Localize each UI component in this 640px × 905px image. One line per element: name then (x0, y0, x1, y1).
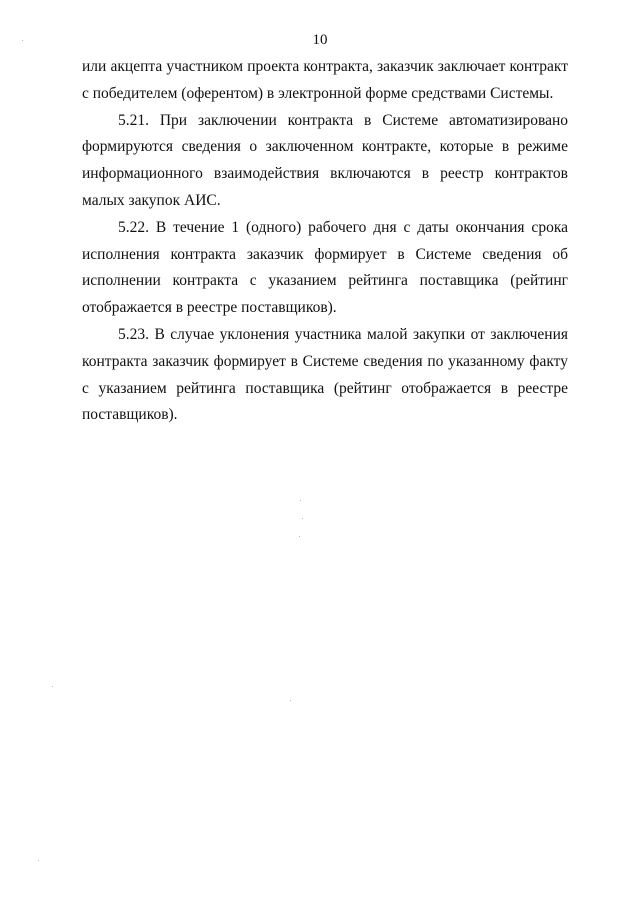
page-number: 10 (312, 32, 328, 48)
paragraph-continuation: или акцепта участником проекта контракта, заказчик заключает контракт с победителем (оферентом) в электронной форме средствами Системы. (82, 58, 568, 102)
paragraph-5-22: 5.22. В течение 1 (одного) рабочего дня с даты окончания срока исполнения контракта заказчик формирует в Системе сведения об исполнении контракта с указанием рейтинга поставщика (рейтинг отображается в реестре поставщиков). (82, 218, 568, 317)
scan-speck (302, 518, 303, 519)
document-body (82, 54, 568, 429)
paragraph-5-23: 5.23. В случае уклонения участника малой закупки от заключения контракта заказчик формирует в Системе сведения по указанному факту с указанием рейтинга поставщика (рейтинг отображается в реестре поставщиков). (82, 325, 568, 424)
scan-speck (300, 500, 301, 501)
scan-speck (290, 700, 291, 701)
paragraph-5-21: 5.21. При заключении контракта в Системе автоматизировано формируются сведения о заключенном контракте, которые в режиме информационного взаимодействия включаются в реестр контрактов малых закупок АИС. (82, 111, 568, 209)
scan-speck (38, 860, 39, 861)
scan-speck (22, 40, 23, 41)
scan-speck (299, 536, 300, 537)
scan-speck (52, 686, 53, 687)
